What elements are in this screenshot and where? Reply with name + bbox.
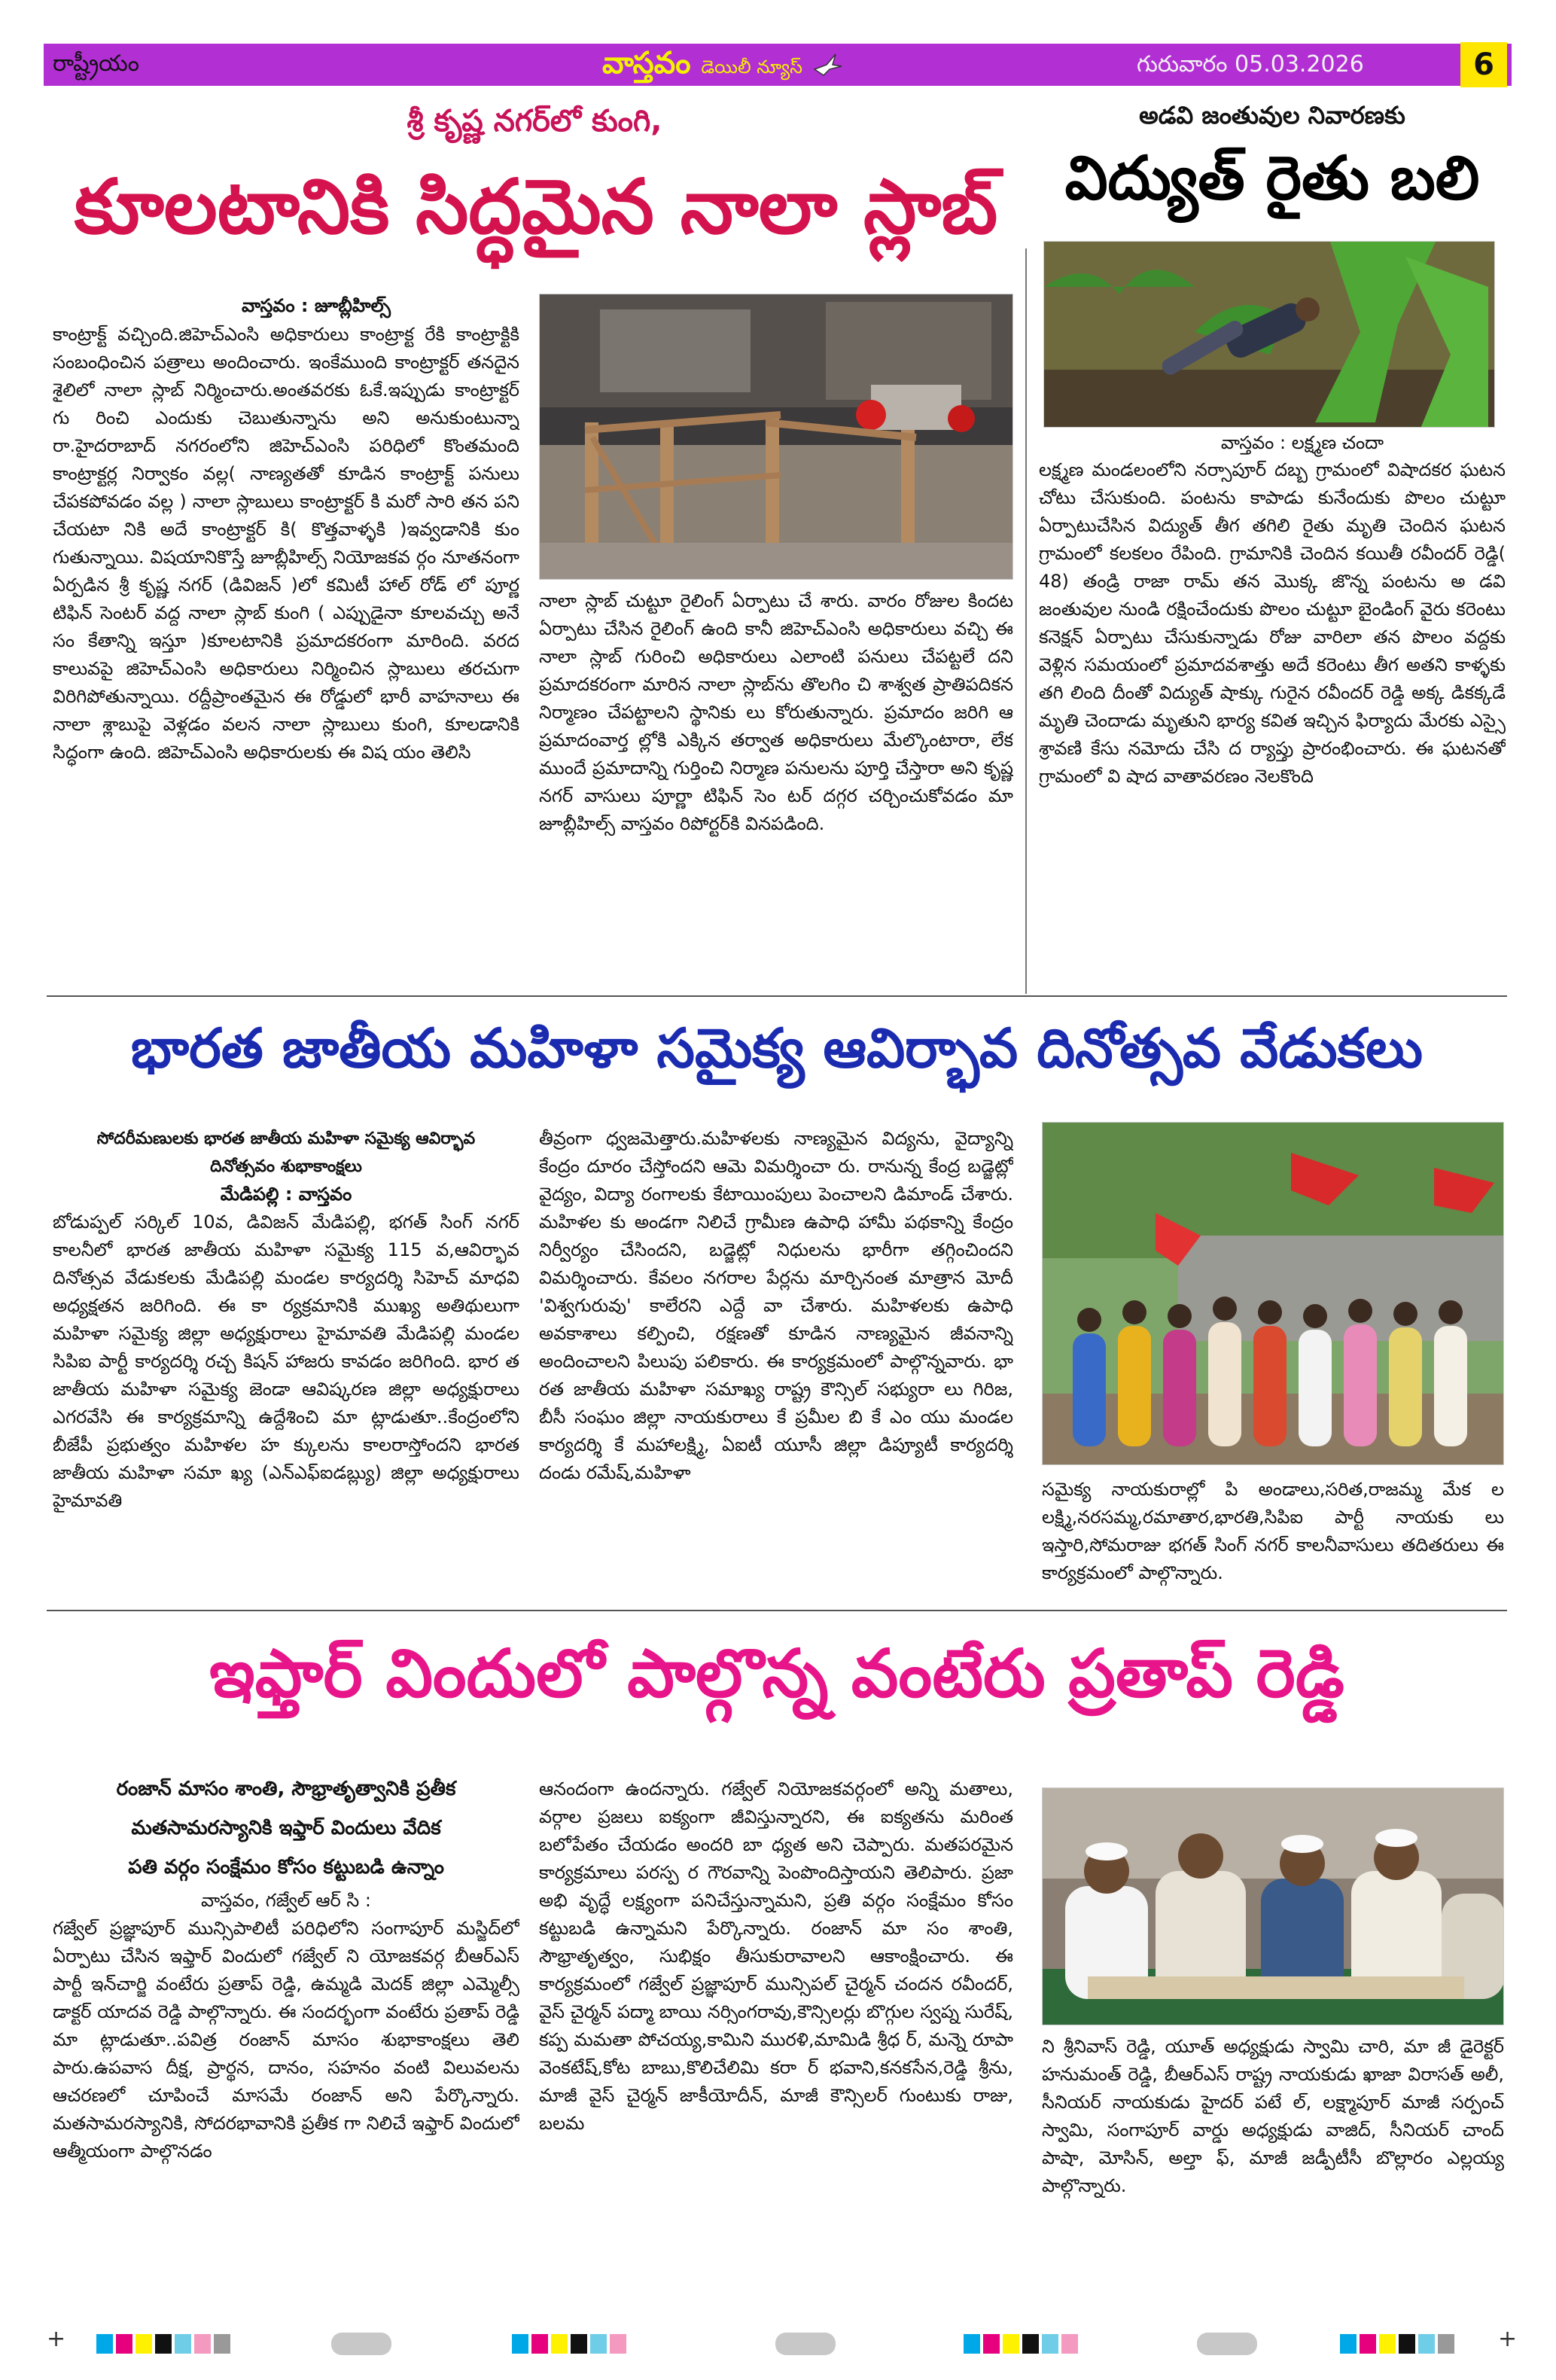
farm-field-image xyxy=(1044,242,1495,428)
story4-photo xyxy=(1042,1787,1504,2025)
column-divider xyxy=(1025,248,1027,994)
story4-caption: ని శ్రీనివాస్ రెడ్డి, యూత్ అధ్యక్షుడు స్వామి చారి, మా జీ డైరెక్టర్ హనుమంత్ రెడ్డి, బీఆర్ఎస్ రాష్ట్ర నాయకుడు ఖాజా విరాసత్ అలీ, సీనియర్ నాయకుడు హైదర్ పటే ల్, లక్ష్మాపూర్ మాజీ సర్పంచ్ స్వామి, సంగాపూర్ వార్డు అధ్యక్షుడు వాజిద్, సీనియర్ చాంద్ పాషా, మోసిన్, అల్తా ఫ్, మాజీ జడ్పీటీసీ బొల్లారం ఎల్లయ్య పాల్గొన్నారు. xyxy=(1042,2036,1504,2196)
issue-date: గురువారం 05.03.2026 xyxy=(1137,51,1364,78)
story3-headline: భారత జాతీయ మహిళా సమైక్య ఆవిర్భావ దినోత్సవ వేడుకలు xyxy=(130,1016,1424,1080)
story4-column-1: గజ్వేల్ ప్రజ్ఞాపూర్ మున్సిపాలిటీ పరిధిలోని సంగాపూర్ మస్జిద్‌లో ఏర్పాటు చేసిన ఇఫ్తార్ విందులో గజ్వేల్ ని యోజకవర్గ బీఆర్ఎస్ పార్టీ ఇన్‌చార్జి వంటేరు ప్రతాప్ రెడ్డి, ఉమ్మడి మెదక్ జిల్లా ఎమ్మెల్సీ డాక్టర్ యాదవ రెడ్డి పాల్గొన్నారు. ఈ సందర్భంగా వంటేరు ప్రతాప్ రెడ్డి మా ట్లాడుతూ..పవిత్ర రంజాన్ మాసం శుభాకాంక్షలు తెలి పారు.ఉపవాస దీక్ష, ప్రార్థన, దానం, సహనం వంటి విలువలను ఆచరణలో చూపించే మాసమే రంజాన్ అని పేర్కొన్నారు. మతసామరస్యానికి, సోదరభావానికి ప్రతీక గా నిలిచే ఇఫ్తార్ విందులో ఆత్మీయంగా పాల్గొనడం xyxy=(53,1918,519,2162)
story3-caption: సమైక్య నాయకురాల్లో పి అండాలు,సరిత,రాజమ్మ మేక ల లక్ష్మి,నరసమ్మ,రమాతార,భారతి,సిపిఐ పార్టీ నాయకు లు ఇస్తారి,సోమరాజు భగత్ సింగ్ నగర్ కాలనీవాసులు తదితరులు ఈ కార్యక్రమంలో పాల్గొన్నారు. xyxy=(1042,1479,1504,1583)
story3-photo xyxy=(1042,1122,1504,1465)
story2-body: లక్ష్మణ మండలంలోని నర్సాపూర్ దబ్బ గ్రామంలో విషాదకర ఘటన చోటు చేసుకుంది. పంటను కాపాడు కునేందుకు పొలం చుట్టూ ఏర్పాటుచేసిన విద్యుత్ తీగ తగిలి రైతు మృతి చెందిన ఘటన గ్రామంలో కలకలం రేపింది. గ్రామానికి చెందిన కయితీ రవీందర్ రెడ్డి( 48) తండ్రి రాజా రామ్ తన మొక్క జొన్న పంటను అ డవి జంతువుల నుండి రక్షించేందుకు పొలం చుట్టూ బైండింగ్ వైరు కరెంటు కనెక్షన్ ఏర్పాటు చేసుకున్నాడు రోజు వారిలా తన పొలం వద్దకు వెళ్లిన సమయంలో ప్రమాదవశాత్తు అదే కరెంటు తీగ అతని కాళ్ళకు తగి లింది దీంతో విద్యుత్ షాక్కు గురైన రవీందర్ రెడ్డి అక్క డికక్కడే మృతి చెందాడు మృతుని భార్య కవిత ఇచ్చిన ఫిర్యాదు మేరకు ఎస్సై శ్రావణి కేసు నమోదు చేసి ద ర్యాప్తు ప్రారంభించారు. ఈ ఘటనతో గ్రామంలో వి షాద వాతావరణం నెలకొంది xyxy=(1039,459,1506,787)
section-divider xyxy=(47,995,1507,997)
story3-column-1: బోడుప్పల్ సర్కిల్ 10వ, డివిజన్ మేడిపల్లి, భగత్ సింగ్ నగర్ కాలనీలో భారత జాతీయ మహిళా సమైక్య 115 వ,ఆవిర్భావ దినోత్సవ వేడుకలకు మేడిపల్లి మండల కార్యదర్శి సిహెచ్ మాధవి అధ్యక్షతన జరిగింది. ఈ కా ర్యక్రమానికి ముఖ్య అతిథులుగా మహిళా సమైక్య జిల్లా అధ్యక్షురాలు హైమావతి మేడిపల్లి మండల సిపిఐ పార్టీ కార్యదర్శి రచ్చ కిషన్ హాజరు కావడం జరిగింది. భార త జాతీయ మహిళా సమైక్య జెండా ఆవిష్కరణ జిల్లా అధ్యక్షురాలు ఎగరవేసి ఈ కార్యక్రమాన్ని ఉద్దేశించి మా ట్లాడుతూ..కేంద్రంలోని బీజేపీ ప్రభుత్వం మహిళల హ క్కులను కాలరాస్తోందని భారత జాతీయ మహిళా సమా ఖ్య (ఎన్ఎఫ్ఐడబ్ల్యు) జిల్లా అధ్యక్షురాలు హైమావతి xyxy=(53,1211,519,1511)
story3-greeting-2: దినోత్సవం శుభాకాంక్షలు xyxy=(210,1157,362,1176)
registration-mark: + xyxy=(1498,2326,1518,2352)
story4-sub-3: పతి వర్గం సంక్షేమం కోసం కట్టుబడి ఉన్నాం xyxy=(128,1856,444,1879)
section-label: రాష్ట్రీయం xyxy=(53,50,139,77)
bird-icon xyxy=(813,53,843,77)
nala-slab-railing-image xyxy=(540,294,1013,580)
story4-sub-1: రంజాన్ మాసం శాంతి, సౌభ్రాతృత్వానికి ప్రతీక xyxy=(116,1778,456,1800)
page-number: 6 xyxy=(1460,42,1507,87)
logo-sub: డెయిలీ న్యూస్ xyxy=(701,56,802,78)
story1-column-1: కాంట్రాక్ట్ వచ్చింది.జిహెచ్ఎంసి అధికారులు కాంట్రాక్ట రేకి కాంట్రాక్టికి సంబంధించిన పత్రాలు అందించారు. ఇంకేముంది కాంట్రాక్టర్ తనదైన శైలిలో నాలా స్లాబ్ నిర్మించారు.అంతవరకు ఓకే.ఇప్పుడు కాంట్రాక్టర్ గు రించి ఎందుకు చెబుతున్నాను అని అనుకుంటున్నా రా.హైదరాబాద్ నగరంలోని జిహెచ్ఎంసి పరిధిలో కొంతమంది కాంట్రాక్టర్ల నిర్వాకం వల్ల( నాణ్యతతో కూడిన కాంట్రాక్ట్ పనులు చేపకపోవడం వల్ల ) నాలా స్లాబులు కాంట్రాక్టర్ కి మరో సారి తన పని చేయటా నికి అదే కాంట్రాక్టర్ కి( కొత్తవాళ్ళకి )ఇవ్వడానికి కుం గుతున్నాయి. విషయానికొస్తే జూబ్లీహిల్స్ నియోజకవ ర్గం నూతనంగా ఏర్పడిన శ్రీ కృష్ణ నగర్ (డివిజన్ )లో కమిటీ హాల్ రోడ్ లో పూర్ణ టిఫిన్ సెంటర్ వద్ద నాలా స్లాబ్ కుంగి ( ఎప్పుడైనా కూలవచ్చు అనే సం కేతాన్ని ఇస్తూ )కూలటానికి ప్రమాదకరంగా మారింది. వరద కాలువపై జిహెచ్ఎంసి అధికారులు నిర్మించిన స్లాబులు తరచుగా విరిగిపోతున్నాయి. రద్దీప్రాంతమైన ఈ రోడ్డులో భారీ వాహనాలు ఈ నాలా శ్లాబుపై వెళ్లడం వలన నాలా స్లాబులు కుంగి, కూలడానికి సిద్ధంగా ఉంది. జిహెచ్ఎంసి అధికారులకు ఈ విష యం తెలిసి xyxy=(53,324,519,763)
registration-mark: + xyxy=(47,2326,66,2352)
print-color-bar xyxy=(0,2319,1556,2364)
section-divider xyxy=(47,1610,1507,1611)
logo-text: వాస్తవం xyxy=(602,46,691,81)
story3-greeting-1: సోదరీమణులకు భారత జాతీయ మహిళా సమైక్య ఆవిర్భావ xyxy=(96,1129,476,1148)
story1-column-2: నాలా స్లాబ్ చుట్టూ రైలింగ్ ఏర్పాటు చే శారు. వారం రోజుల కిందట ఏర్పాటు చేసిన రైలింగ్ ఉంది కానీ జిహెచ్ఎంసి అధికారులు వచ్చి ఈ నాలా స్లాబ్ గురించి అధికారులు ఎలాంటి పనులు చేపట్టలే దని ప్రమాదకరంగా మారిన నాలా స్లాబ్‌ను తొలగిం చి శాశ్వత ప్రాతిపదికన నిర్మాణం చేపట్టాలని స్థానికు లు కోరుతున్నారు. ప్రమాదం జరిగి ఆ ప్రమాదంవార్త ల్లోకి ఎక్కిన తర్వాత అధికారులు మేల్కొంటారా, లేక ముందే ప్రమాదాన్ని గుర్తించి నిర్మాణ పనులను పూర్తి చేస్తారా అని కృష్ణ నగర్ వాసులు పూర్ణా టిఫిన్ సెం టర్ దగ్గర చర్చించుకోవడం మా జూబ్లీహిల్స్ వాస్తవం రిపోర్టర్‌కి వినపడింది. xyxy=(539,590,1013,834)
story1-credit: వాస్తవం : జూబ్లీహిల్స్ xyxy=(242,295,391,316)
story2-credit: వాస్తవం : లక్ష్మణ చందా xyxy=(1220,432,1384,453)
story3-credit: మేడిపల్లి : వాస్తవం xyxy=(220,1184,352,1205)
story1-photo xyxy=(539,294,1013,580)
story4-credit: వాస్తవం, గజ్వేల్ ఆర్ సి : xyxy=(201,1890,371,1911)
story4-sub-2: మతసామరస్యానికి ఇఫ్తార్ విందులు వేదిక xyxy=(131,1817,441,1839)
story2-kicker: అడవి జంతువుల నివారణకు xyxy=(1139,101,1405,130)
story2-photo xyxy=(1043,241,1495,428)
story3-column-2: తీవ్రంగా ధ్వజమెత్తారు.మహిళలకు నాణ్యమైన విద్యను, వైద్యాన్ని కేంద్రం దూరం చేస్తోందని ఆమె విమర్శించా రు. రానున్న కేంద్ర బడ్జెట్లో వైద్యం, విద్యా రంగాలకు కేటాయింపులు పెంచాలని డిమాండ్ చేశారు. మహిళల కు అండగా నిలిచే గ్రామీణ ఉపాధి హామీ పథకాన్ని కేంద్రం నిర్వీర్యం చేసిందని, బడ్జెట్లో నిధులను భారీగా తగ్గించిందని విమర్శించారు. కేవలం నగరాల పేర్లను మార్చినంత మాత్రాన మోదీ 'విశ్వగురువు' కాలేరని ఎద్దే వా చేశారు. మహిళలకు ఉపాధి అవకాశాలు కల్పించి, రక్షణతో కూడిన నాణ్యమైన జీవనాన్ని అందించాలని పిలుపు పలికారు. ఈ కార్యక్రమంలో పాల్గొన్నవారు. భా రత జాతీయ మహిళా సమాఖ్య రాష్ట్ర కౌన్సిల్ సభ్యురా లు గిరిజ, బీసీ సంఘం జిల్లా నాయకురాలు కే ప్రమీల బి కే ఎం యు మండల కార్యదర్శి కే మహాలక్ష్మి, ఏఐటీ యూసీ జిల్లా డిప్యూటీ కార్యదర్శి దండు రమేష్,మహిళా xyxy=(539,1128,1013,1483)
story1-kicker: శ్రీ కృష్ణ నగర్‌లో కుంగి, xyxy=(407,104,662,139)
story2-headline: విద్యుత్ రైతు బలి xyxy=(1064,143,1480,213)
newspaper-logo xyxy=(602,44,843,87)
story4-column-2: ఆనందంగా ఉందన్నారు. గజ్వేల్ నియోజకవర్గంలో అన్ని మతాలు, వర్గాల ప్రజలు ఐక్యంగా జీవిస్తున్నారని, ఈ ఐక్యతను మరింత బలోపేతం చేయడం అందరి బా ధ్యత అని చెప్పారు. మతపరమైన కార్యక్రమాలు పరస్ప ర గౌరవాన్ని పెంపొందిస్తాయని తెలిపారు. ప్రజా అభి వృద్ధే లక్ష్యంగా పనిచేస్తున్నామని, ప్రతి వర్గం సంక్షేమం కోసం కట్టుబడి ఉన్నామని పేర్కొన్నారు. రంజాన్ మా సం శాంతి, సౌభ్రాతృత్వం, సుభిక్షం తీసుకురావాలని ఆకాంక్షించారు. ఈ కార్యక్రమంలో గజ్వేల్ ప్రజ్ఞాపూర్ మున్సిపల్ చైర్మన్ చందన రవీందర్, వైస్ చైర్మన్ పద్మా బాయి నర్సింగరావు,కౌన్సిలర్లు బొగ్గుల స్వప్న సురేష్, కప్ప మమతా పోచయ్య,కామిని మురళి,మామిడి శ్రీధ ర్, మన్నె రూపా వెంకటేష్,కోట బాబు,కొలిచేలిమి కరా ర్ భవాని,కనకసేన,రెడ్డి శ్రీను, మాజీ వైస్ చైర్మన్ జాకీయోదీన్, మాజీ కౌన్సిలర్ గుంటుకు రాజు, బలమ xyxy=(539,1778,1013,2134)
iftar-gathering-image xyxy=(1043,1788,1504,2025)
story1-headline: కూలటానికి సిద్ధమైన నాలా స్లాబ్ xyxy=(74,163,998,251)
story4-headline: ఇఫ్తార్ విందులో పాల్గొన్న వంటేరు ప్రతాప్ రెడ్డి xyxy=(209,1635,1344,1712)
women-gathering-image xyxy=(1043,1123,1504,1465)
